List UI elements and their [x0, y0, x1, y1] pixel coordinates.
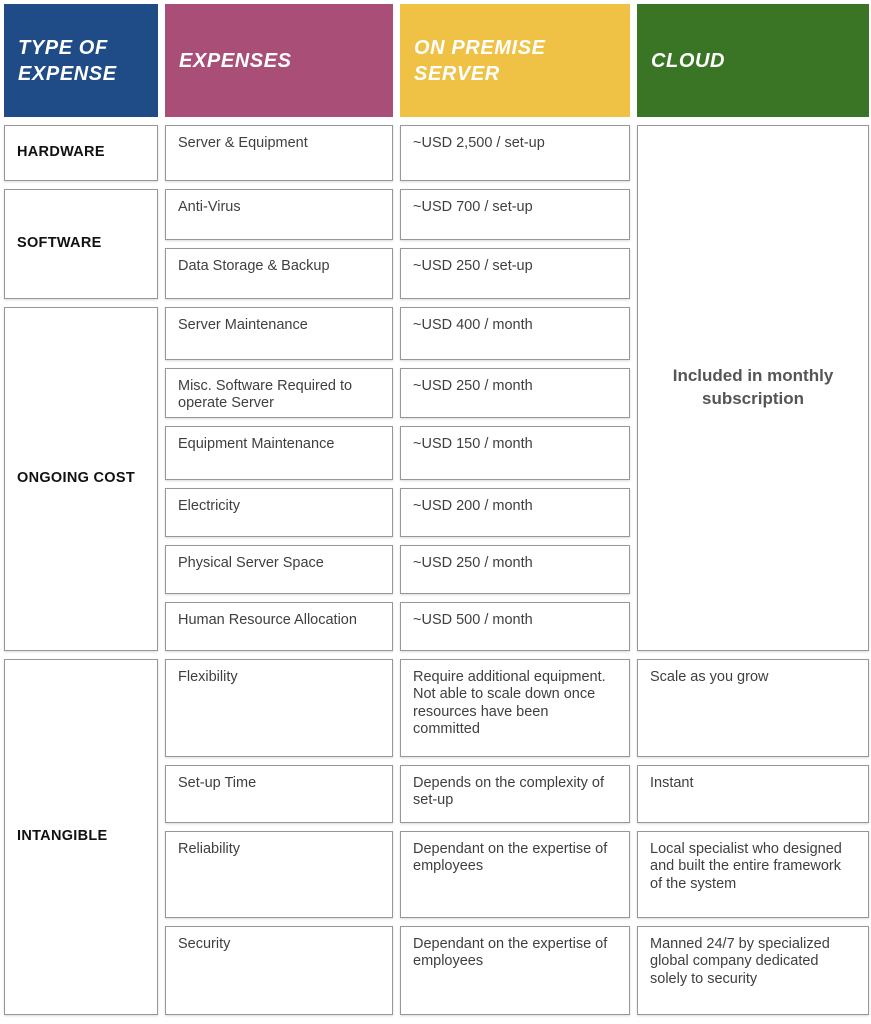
category-cell-hardware: HARDWARE: [4, 125, 158, 181]
expense-cell: Misc. Software Required to operate Server: [165, 368, 393, 418]
on-premise-cell: Depends on the complexity of set-up: [400, 765, 630, 823]
on-premise-cell: ~USD 400 / month: [400, 307, 630, 360]
expense-cell: Human Resource Allocation: [165, 602, 393, 651]
cloud-cell: Local specialist who designed and built the entire framework of the system: [637, 831, 869, 918]
on-premise-cell: ~USD 500 / month: [400, 602, 630, 651]
column-header-expenses: [165, 4, 393, 117]
expense-cell: Server & Equipment: [165, 125, 393, 181]
on-premise-cell: ~USD 2,500 / set-up: [400, 125, 630, 181]
expense-cell: Electricity: [165, 488, 393, 537]
expense-cell: Server Maintenance: [165, 307, 393, 360]
column-header-type-of-expense: [4, 4, 158, 117]
expense-cell: Set-up Time: [165, 765, 393, 823]
expense-cell: Data Storage & Backup: [165, 248, 393, 299]
column-header-label: TYPE OF EXPENSE: [18, 36, 117, 85]
on-premise-cell: Require additional equipment. Not able to scale down once resources have been committed: [400, 659, 630, 757]
column-header-on-premise-server: [400, 4, 630, 117]
on-premise-cell: ~USD 250 / set-up: [400, 248, 630, 299]
on-premise-cell: Dependant on the expertise of employees: [400, 831, 630, 918]
expense-cell: Security: [165, 926, 393, 1015]
on-premise-cell: ~USD 250 / month: [400, 545, 630, 594]
category-cell-software: SOFTWARE: [4, 189, 158, 299]
on-premise-cell: ~USD 200 / month: [400, 488, 630, 537]
on-premise-cell: ~USD 150 / month: [400, 426, 630, 480]
column-header-label: ON PREMISE SERVER: [414, 36, 546, 85]
category-cell-intangible: INTANGIBLE: [4, 659, 158, 1015]
on-premise-cell: Dependant on the expertise of employees: [400, 926, 630, 1015]
expense-cell: Flexibility: [165, 659, 393, 757]
category-cell-ongoing-cost: ONGOING COST: [4, 307, 158, 651]
cloud-cell: Instant: [637, 765, 869, 823]
expense-cell: Physical Server Space: [165, 545, 393, 594]
column-header-cloud: [637, 4, 869, 117]
column-header-label: CLOUD: [651, 49, 726, 72]
expense-cell: Equipment Maintenance: [165, 426, 393, 480]
expense-cell: Reliability: [165, 831, 393, 918]
on-premise-cell: ~USD 250 / month: [400, 368, 630, 418]
column-header-label: EXPENSES: [179, 49, 292, 72]
cloud-cell: Scale as you grow: [637, 659, 869, 757]
expense-cell: Anti-Virus: [165, 189, 393, 240]
cloud-cell: Manned 24/7 by specialized global company dedicated solely to security: [637, 926, 869, 1015]
on-premise-cell: ~USD 700 / set-up: [400, 189, 630, 240]
cloud-merged-cell: Included in monthly subscription: [637, 125, 869, 651]
